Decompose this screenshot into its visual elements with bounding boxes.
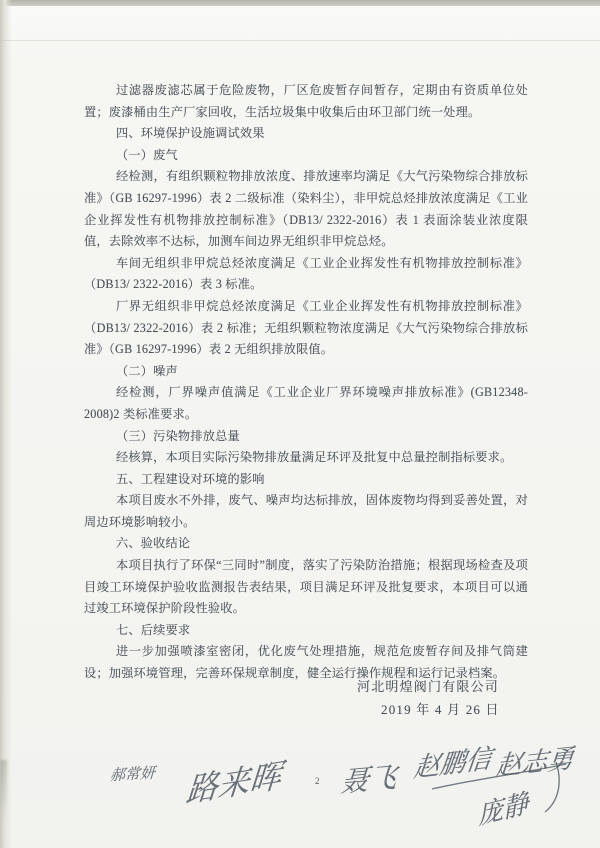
signature-hao-changyan: 郝常妍 — [109, 763, 156, 785]
sign-date: 2019 年 4 月 26 日 — [381, 702, 500, 717]
paragraph: 经核算，本项目实际污染物排放量满足环评及批复中总量控制指标要求。 — [116, 450, 513, 465]
paragraph: 本项目废水不外排，废气、噪声均达标排放，固体废物均得到妥善处置，对周边环境影响较小。 — [84, 493, 528, 529]
document-body — [84, 80, 528, 685]
paragraph: 进一步加强喷漆室密闭，优化废气处理措施，规范危废暂存间及排气筒建设；加强环境管理，完善环保规章制度，健全运行操作规程和运行记录档案。 — [84, 644, 528, 681]
paragraph: 四、环境保护设施调试效果 — [116, 126, 265, 141]
scan-smudge — [0, 760, 7, 820]
paragraph: 七、后续要求 — [116, 622, 191, 637]
signature-zhao-zhiyong: 赵志勇 — [494, 743, 576, 783]
paragraph: 五、工程建设对环境的影响 — [116, 471, 265, 486]
paragraph: 过滤器废滤芯属于危险废物，厂区危废暂存间暂存，定期由有资质单位处置；废漆桶由生产厂家回收，生活垃圾集中收集后由环卫部门统一处理。 — [84, 83, 528, 119]
signature-nie-fei: 聂飞 — [339, 760, 399, 799]
paragraph: （二）噪声 — [116, 363, 178, 378]
signature-lu-laihui: 路来晖 — [184, 756, 283, 811]
paragraph: （一）废气 — [116, 147, 178, 162]
paragraph: （三）污染物排放总量 — [116, 428, 240, 443]
paragraph: 经检测，厂界噪声值满足《工业企业厂界环境噪声排放标准》(GB12348-2008)2 类标准要求。 — [84, 385, 528, 421]
paragraph: 六、验收结论 — [116, 536, 191, 551]
paragraph: 本项目执行了环保“三同时”制度，落实了污染防治措施；根据现场检查及项目竣工环境保护验收监测报告表结果，项目满足环评及批复要求，本项目可以通过竣工环境保护阶段性验收。 — [84, 558, 528, 616]
company-name: 河北明煌阀门有限公司 — [357, 679, 500, 694]
page-number: 2 — [315, 776, 320, 786]
paragraph: 经检测，有组织颗粒物排放浓度、排放速率均满足《大气污染物综合排放标准》（GB 16297-1996）表 2 二级标准（染料尘），非甲烷总烃排放浓度满足《工业企业挥发性有机物排放控制标准》（DB13/ 2322-2016）表 1 表面涂装业浓度限值，去除效率不达标，加测车间边界无组织非甲烷总烃。 — [84, 169, 528, 249]
scan-line-artifact — [3, 40, 600, 41]
signature-zhao-pengxin: 赵鹏信 — [412, 743, 494, 785]
paragraph: 车间无组织非甲烷总烃浓度满足《工业企业挥发性有机物排放控制标准》（DB13/ 2322-2016）表 3 标准。 — [84, 255, 528, 292]
signature-pang-jing: 庞静 — [476, 788, 530, 832]
paragraph: 厂界无组织非甲烷总烃浓度满足《工业企业挥发性有机物排放控制标准》（DB13/ 2322-2016）表 2 标准；无组织颗粒物浓度满足《大气污染物综合排放标准》（GB 16297-1996）表 2 无组织排放限值。 — [84, 298, 528, 357]
scan-edge-left — [0, 0, 12, 848]
scan-edge-top — [0, 0, 600, 6]
